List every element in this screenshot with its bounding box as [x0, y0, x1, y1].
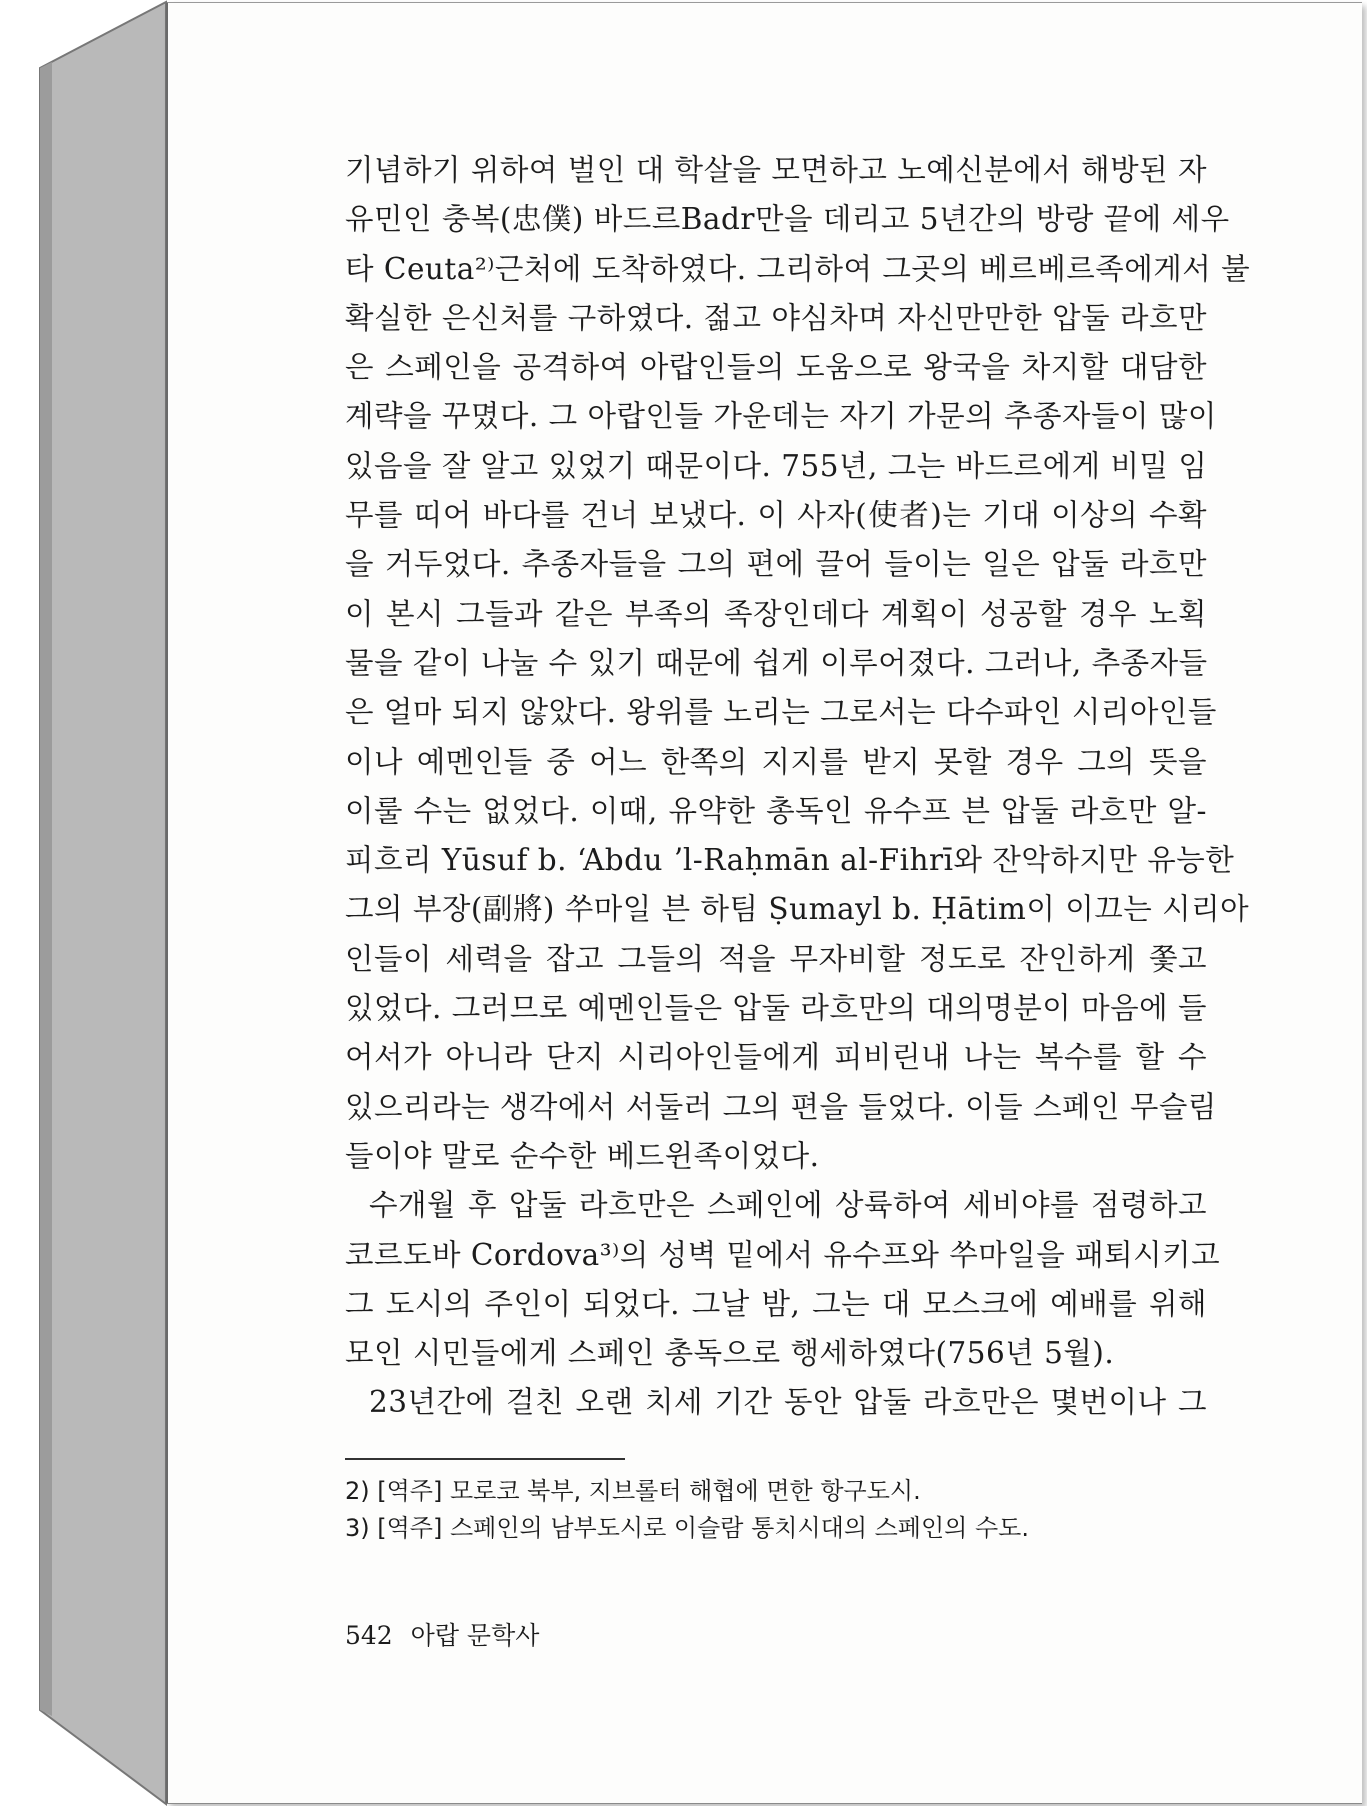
body-line: 확실한 은신처를 구하였다. 젊고 야심차며 자신만만한 압둘 라흐만 — [345, 300, 1207, 335]
book-spine-edge — [40, 62, 52, 1716]
body-line: 유민인 충복(忠僕) 바드르Badr만을 데리고 5년간의 방랑 끝에 세우 — [345, 202, 1230, 237]
body-line: 은 스페인을 공격하여 아랍인들의 도움으로 왕국을 차지할 대담한 — [345, 350, 1207, 385]
body-line: 계략을 꾸몄다. 그 아랍인들 가운데는 자기 가문의 추종자들이 많이 — [345, 399, 1217, 434]
body-line: 그의 부장(副將) 쑤마일 븐 하팀 Ṣumayl b. Ḥātim이 이끄는 시리아 — [345, 892, 1250, 927]
body-line: 물을 같이 나눌 수 있기 때문에 쉽게 이루어졌다. 그러나, 추종자들 — [345, 645, 1208, 680]
body-line: 있음을 잘 알고 있었기 때문이다. 755년, 그는 바드르에게 비밀 임 — [345, 448, 1208, 483]
body-line: 을 거두었다. 추종자들을 그의 편에 끌어 들이는 일은 압둘 라흐만 — [345, 547, 1207, 582]
body-line: 코르도바 Cordova³⁾의 성벽 밑에서 유수프와 쑤마일을 패퇴시키고 — [345, 1237, 1221, 1272]
page-footer — [345, 1616, 539, 1652]
body-line: 기념하기 위하여 벌인 대 학살을 모면하고 노예신분에서 해방된 자 — [345, 153, 1207, 187]
body-line: 이룰 수는 없었다. 이때, 유약한 총독인 유수프 븐 압둘 라흐만 알- — [345, 793, 1207, 828]
footnotes — [345, 1473, 1207, 1547]
body-line: 들이야 말로 순수한 베드윈족이었다. — [345, 1138, 820, 1173]
body-line: 수개월 후 압둘 라흐만은 스페인에 상륙하여 세비야를 점령하고 — [369, 1188, 1207, 1223]
body-line: 이나 예멘인들 중 어느 한쪽의 지지를 받지 못할 경우 그의 뜻을 — [345, 744, 1207, 779]
body-line: 있으리라는 생각에서 서둘러 그의 편을 들었다. 이들 스페인 무슬림 — [345, 1089, 1217, 1124]
body-text — [345, 146, 1251, 1428]
body-line: 있었다. 그러므로 예멘인들은 압둘 라흐만의 대의명분이 마음에 들 — [345, 991, 1207, 1026]
body-line: 무를 띠어 바다를 건너 보냈다. 이 사자(使者)는 기대 이상의 수확 — [345, 498, 1207, 533]
book-spine-face — [40, 2, 166, 1804]
body-line: 타 Ceuta²⁾근처에 도착하였다. 그리하여 그곳의 베르베르족에게서 불 — [345, 251, 1251, 286]
body-line: 어서가 아니라 단지 시리아인들에게 피비린내 나는 복수를 할 수 — [345, 1040, 1207, 1075]
body-line: 모인 시민들에게 스페인 총독으로 행세하였다(756년 5월). — [345, 1336, 1115, 1371]
body-line: 은 얼마 되지 않았다. 왕위를 노리는 그로서는 다수파인 시리아인들 — [345, 695, 1217, 730]
body-line: 23년간에 걸친 오랜 치세 기간 동안 압둘 라흐만은 몇번이나 그 — [369, 1385, 1207, 1420]
footnote-divider — [345, 1458, 625, 1460]
footnote: 3) [역주] 스페인의 남부도시로 이슬람 통치시대의 스페인의 수도. — [345, 1514, 1029, 1542]
page-number: 542 — [345, 1621, 393, 1650]
body-line: 그 도시의 주인이 되었다. 그날 밤, 그는 대 모스크에 예배를 위해 — [345, 1286, 1207, 1321]
footnote: 2) [역주] 모로코 북부, 지브롤터 해협에 면한 항구도시. — [345, 1477, 921, 1505]
body-line: 인들이 세력을 잡고 그들의 적을 무자비할 정도로 잔인하게 쫓고 — [345, 941, 1207, 976]
body-line: 이 본시 그들과 같은 부족의 족장인데다 계획이 성공할 경우 노획 — [345, 596, 1207, 631]
book-title: 아랍 문학사 — [410, 1621, 540, 1650]
body-line: 피흐리 Yūsuf b. ʻAbdu ʼl-Raḥmān al-Fihrī와 잔악하지만 유능한 — [345, 843, 1235, 878]
